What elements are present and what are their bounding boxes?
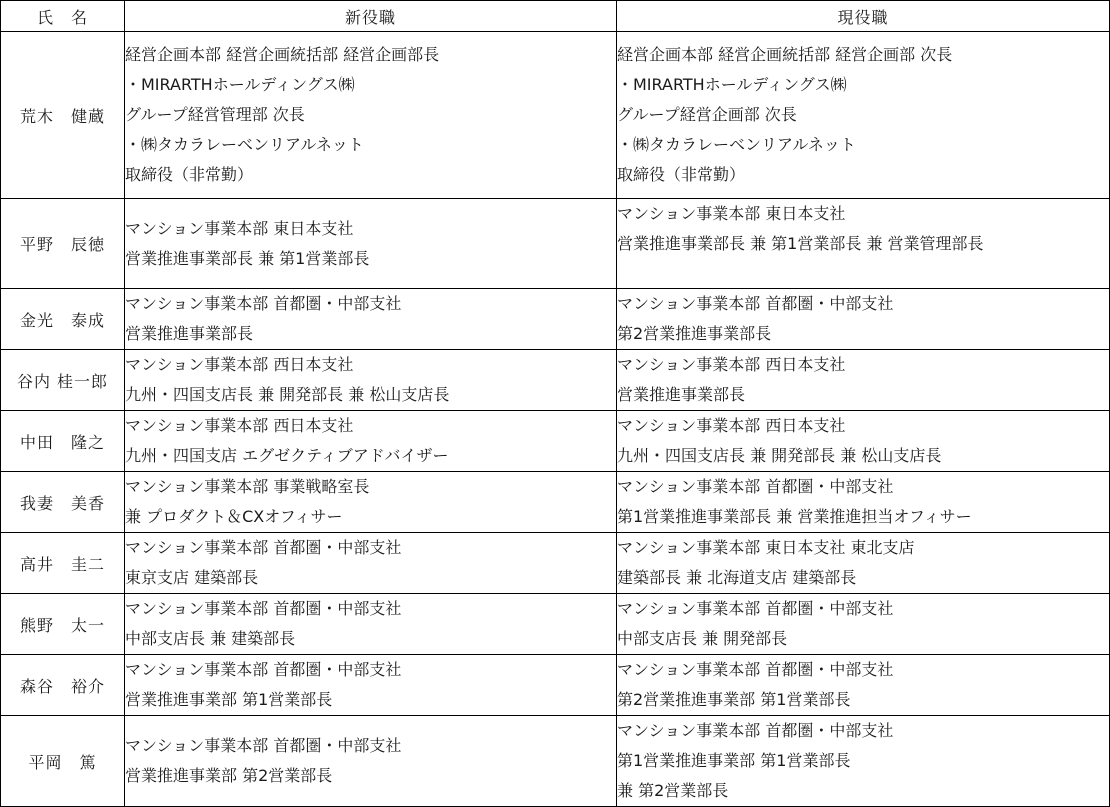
current-position-line: マンション事業本部 東日本支社 東北支店 xyxy=(617,538,915,557)
person-name: 熊野 太一 xyxy=(1,594,125,655)
new-position-line: マンション事業本部 首都圏・中部支社 xyxy=(125,736,402,755)
new-position-line: 営業推進事業部長 xyxy=(125,324,254,343)
new-position-cell xyxy=(125,594,617,655)
new-position-line: 営業推進事業部 第1営業部長 xyxy=(125,690,333,709)
new-position-line: マンション事業本部 首都圏・中部支社 xyxy=(125,599,402,618)
new-position-line: グループ経営管理部 次長 xyxy=(125,105,305,124)
header-row xyxy=(1,1,1110,32)
table-row xyxy=(1,533,1110,594)
new-position-cell xyxy=(125,716,617,807)
table-row xyxy=(1,289,1110,350)
current-position-line: マンション事業本部 首都圏・中部支社 xyxy=(617,477,894,496)
current-position-line: マンション事業本部 東日本支社 xyxy=(617,204,846,223)
current-position-cell xyxy=(617,350,1110,411)
current-position-line: グループ経営企画部 次長 xyxy=(617,105,797,124)
current-position-line: マンション事業本部 首都圏・中部支社 xyxy=(617,599,894,618)
current-position-line: マンション事業本部 西日本支社 xyxy=(617,416,846,435)
current-position-line: 九州・四国支店長 兼 開発部長 兼 松山支店長 xyxy=(617,446,942,465)
current-position-cell xyxy=(617,716,1110,807)
current-position-line: 兼 第2営業部長 xyxy=(617,781,729,800)
header-new-position: 新役職 xyxy=(125,1,617,32)
new-position-line: マンション事業本部 西日本支社 xyxy=(125,416,354,435)
new-position-line: 九州・四国支店長 兼 開発部長 兼 松山支店長 xyxy=(125,385,450,404)
current-position-line: 第1営業推進事業部長 兼 営業推進担当オフィサー xyxy=(617,507,972,526)
table-row xyxy=(1,350,1110,411)
new-position-line: 取締役（非常勤） xyxy=(125,165,254,184)
table-row xyxy=(1,655,1110,716)
current-position-cell xyxy=(617,199,1110,289)
person-name: 高井 圭二 xyxy=(1,533,125,594)
person-name: 我妻 美香 xyxy=(1,472,125,533)
current-position-line: 第1営業推進事業部 第1営業部長 xyxy=(617,751,851,770)
current-position-line: 営業推進事業部長 xyxy=(617,385,746,404)
header-current-position: 現役職 xyxy=(617,1,1110,32)
new-position-line: マンション事業本部 首都圏・中部支社 xyxy=(125,538,402,557)
new-position-line: 兼 プロダクト＆CXオフィサー xyxy=(125,507,343,526)
current-position-cell xyxy=(617,411,1110,472)
table-body xyxy=(1,32,1110,807)
new-position-cell xyxy=(125,533,617,594)
person-name: 中田 隆之 xyxy=(1,411,125,472)
table-row xyxy=(1,32,1110,199)
table-row xyxy=(1,594,1110,655)
current-position-line: マンション事業本部 首都圏・中部支社 xyxy=(617,660,894,679)
person-name: 平岡 篤 xyxy=(1,716,125,807)
table-row xyxy=(1,199,1110,289)
table-row xyxy=(1,472,1110,533)
current-position-cell xyxy=(617,594,1110,655)
new-position-cell xyxy=(125,32,617,199)
current-position-line: 建築部長 兼 北海道支店 建築部長 xyxy=(617,568,857,587)
new-position-line: ・㈱タカラレーベンリアルネット xyxy=(125,135,364,154)
table-row xyxy=(1,716,1110,807)
current-position-line: 第2営業推進事業部 第1営業部長 xyxy=(617,690,851,709)
new-position-line: マンション事業本部 首都圏・中部支社 xyxy=(125,660,402,679)
new-position-line: 中部支店長 兼 建築部長 xyxy=(125,629,296,648)
new-position-line: マンション事業本部 事業戦略室長 xyxy=(125,477,370,496)
new-position-line: 九州・四国支店 エグゼクティブアドバイザー xyxy=(125,446,449,465)
new-position-line: 営業推進事業部長 兼 第1営業部長 xyxy=(125,248,370,268)
new-position-cell xyxy=(125,472,617,533)
person-name: 谷内 桂一郎 xyxy=(1,350,125,411)
new-position-line: マンション事業本部 首都圏・中部支社 xyxy=(125,294,402,313)
current-position-line: 中部支店長 兼 開発部長 xyxy=(617,629,788,648)
current-position-line: ・㈱タカラレーベンリアルネット xyxy=(617,135,856,154)
new-position-cell xyxy=(125,655,617,716)
new-position-cell xyxy=(125,289,617,350)
current-position-line: マンション事業本部 西日本支社 xyxy=(617,355,846,374)
new-position-line: マンション事業本部 東日本支社 xyxy=(125,218,354,238)
current-position-cell xyxy=(617,32,1110,199)
current-position-line: 取締役（非常勤） xyxy=(617,165,746,184)
current-position-cell xyxy=(617,289,1110,350)
new-position-line: 経営企画本部 経営企画統括部 経営企画部長 xyxy=(125,45,440,64)
new-position-line: 東京支店 建築部長 xyxy=(125,568,259,587)
current-position-line: 経営企画本部 経営企画統括部 経営企画部 次長 xyxy=(617,45,953,64)
table-row xyxy=(1,411,1110,472)
current-position-line: 営業推進事業部長 兼 第1営業部長 兼 営業管理部長 xyxy=(617,234,984,253)
current-position-line: マンション事業本部 首都圏・中部支社 xyxy=(617,294,894,313)
new-position-cell xyxy=(125,199,617,289)
new-position-line: ・MIRARTHホールディングス㈱ xyxy=(125,75,355,94)
new-position-line: 営業推進事業部 第2営業部長 xyxy=(125,766,333,785)
current-position-cell xyxy=(617,655,1110,716)
person-name: 平野 辰徳 xyxy=(1,199,125,289)
current-position-line: マンション事業本部 首都圏・中部支社 xyxy=(617,721,894,740)
header-name: 氏 名 xyxy=(1,1,125,32)
current-position-cell xyxy=(617,533,1110,594)
current-position-line: ・MIRARTHホールディングス㈱ xyxy=(617,75,847,94)
person-name: 金光 泰成 xyxy=(1,289,125,350)
new-position-cell xyxy=(125,350,617,411)
new-position-cell xyxy=(125,411,617,472)
person-name: 森谷 裕介 xyxy=(1,655,125,716)
current-position-line: 第2営業推進事業部長 xyxy=(617,324,772,343)
new-position-line: マンション事業本部 西日本支社 xyxy=(125,355,354,374)
person-name: 荒木 健蔵 xyxy=(1,32,125,199)
current-position-cell xyxy=(617,472,1110,533)
